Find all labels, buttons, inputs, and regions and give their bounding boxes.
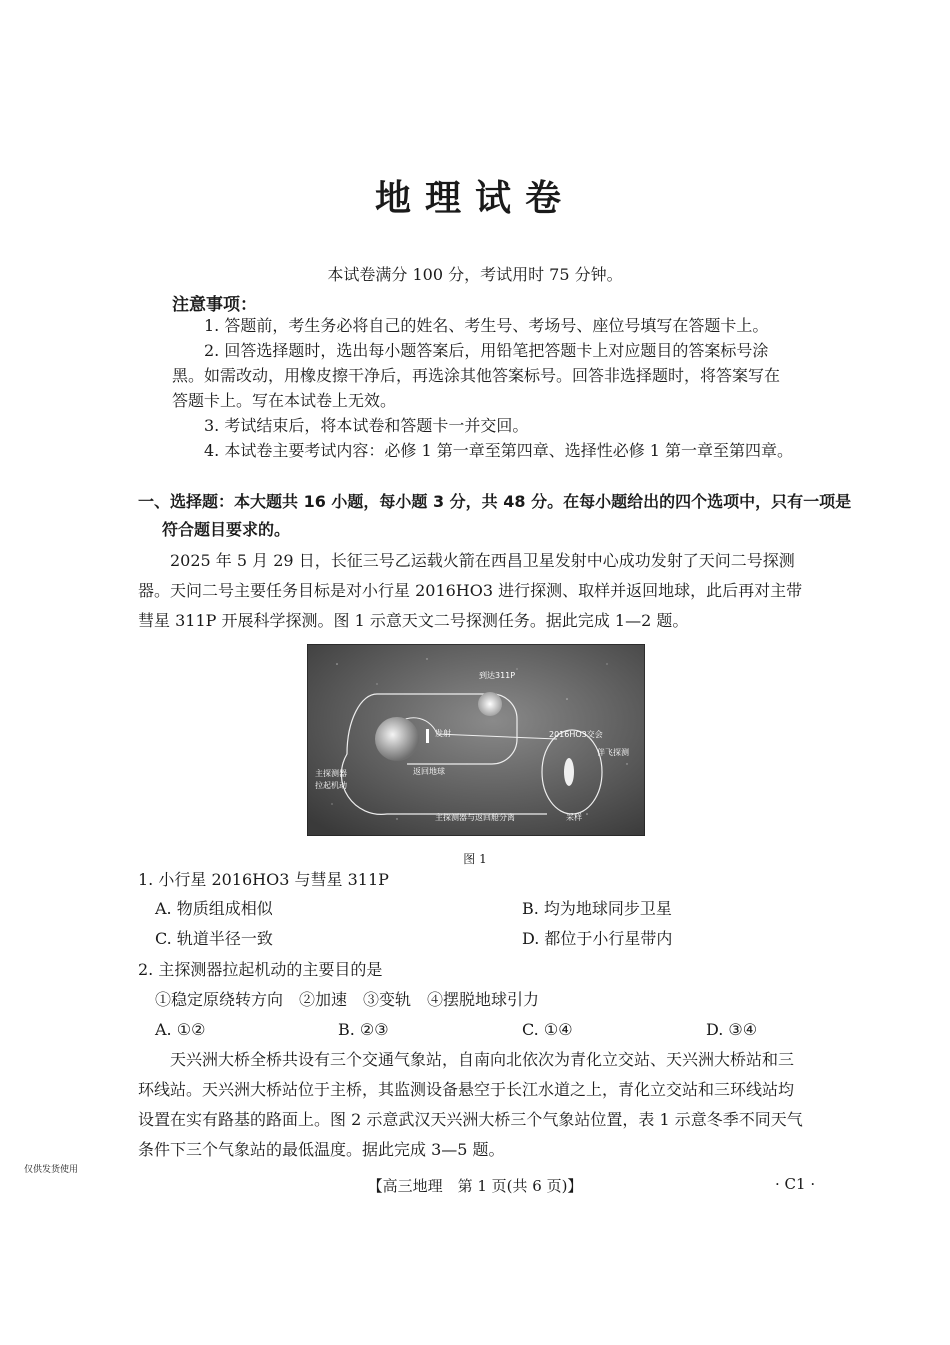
label-meet: 2016HO3交会 xyxy=(549,730,603,739)
q2-option-b: B. ②③ xyxy=(338,1020,389,1039)
label-maneuver-2: 拉起机动 xyxy=(315,781,347,790)
notice-item-3: 3. 考试结束后，将本试卷和答题卡一并交回。 xyxy=(204,416,529,435)
exam-intro: 本试卷满分 100 分，考试用时 75 分钟。 xyxy=(327,265,623,284)
notice-item-2: 2. 回答选择题时，选出每小题答案后，用铅笔把答题卡上对应题目的答案标号涂 xyxy=(204,341,769,360)
q2-option-d: D. ③④ xyxy=(706,1020,758,1039)
figure-caption: 图 1 xyxy=(463,852,487,866)
label-launch: 发射 xyxy=(435,729,451,738)
mission-diagram xyxy=(307,644,645,836)
label-accompany: 伴飞探测 xyxy=(597,748,629,757)
notice-item-2-cont: 黑。如需改动，用橡皮擦干净后，再选涂其他答案标号。回答非选择题时，将答案写在 xyxy=(172,366,781,385)
q1-option-b: B. 均为地球同步卫星 xyxy=(522,899,672,918)
passage2-line2: 环线站。天兴洲大桥站位于主桥，其监测设备悬空于长江水道之上，青化立交站和三环线站均 xyxy=(138,1080,795,1099)
earth-icon xyxy=(375,717,419,761)
footer-code: · C1 · xyxy=(775,1175,816,1193)
label-maneuver-1: 主探测器 xyxy=(315,769,347,778)
side-note: 仅供发货使用 xyxy=(24,1165,79,1175)
q1-option-c: C. 轨道半径一致 xyxy=(155,929,273,948)
section-heading-cont: 符合题目要求的。 xyxy=(162,520,291,539)
label-sample: 采样 xyxy=(566,813,582,822)
passage1-line2: 器。天问二号主要任务目标是对小行星 2016HO3 进行探测、取样并返回地球，此后再对主带 xyxy=(138,581,803,600)
passage2-line4: 条件下三个气象站的最低温度。据此完成 3—5 题。 xyxy=(138,1140,505,1159)
section-heading: 一、选择题：本大题共 16 小题，每小题 3 分，共 48 分。在每小题给出的四个选项中，只有一项是 xyxy=(138,492,852,511)
q1-option-a: A. 物质组成相似 xyxy=(155,899,273,918)
q1-stem: 1. 小行星 2016HO3 与彗星 311P xyxy=(138,870,389,889)
mission-figure xyxy=(307,644,645,836)
passage1-line3: 彗星 311P 开展科学探测。图 1 示意天文二号探测任务。据此完成 1—2 题。 xyxy=(138,611,689,630)
q2-option-c: C. ①④ xyxy=(522,1020,573,1039)
notice-item-4: 4. 本试卷主要考试内容：必修 1 第一章至第四章、选择性必修 1 第一章至第四章。 xyxy=(204,441,794,460)
rocket-icon xyxy=(426,729,429,743)
passage1-line1: 2025 年 5 月 29 日，长征三号乙运载火箭在西昌卫星发射中心成功发射了天问二号探测 xyxy=(170,551,795,570)
notice-item-2-cont2: 答题卡上。写在本试卷上无效。 xyxy=(172,391,397,410)
page-footer: 【高三地理 第 1 页(共 6 页)】 xyxy=(367,1177,583,1195)
q2-statements: ①稳定原绕转方向 ②加速 ③变轨 ④摆脱地球引力 xyxy=(155,990,540,1009)
passage2-line3: 设置在实有路基的路面上。图 2 示意武汉天兴洲大桥三个气象站位置，表 1 示意冬季不同天气 xyxy=(138,1110,803,1129)
page-title: 地理试卷 xyxy=(374,178,575,219)
comet-311p-icon xyxy=(478,692,502,716)
q2-stem: 2. 主探测器拉起机动的主要目的是 xyxy=(138,960,383,979)
label-arrive: 到达311P xyxy=(479,671,516,680)
q1-option-d: D. 都位于小行星带内 xyxy=(522,929,673,948)
label-return: 返回地球 xyxy=(413,767,445,776)
passage2-line1: 天兴洲大桥全桥共设有三个交通气象站，自南向北依次为青化立交站、天兴洲大桥站和三 xyxy=(170,1050,795,1069)
label-separate: 主探测器与返回舱分离 xyxy=(435,813,515,822)
q2-option-a: A. ①② xyxy=(155,1020,206,1039)
asteroid-2016ho3-icon xyxy=(564,758,574,786)
notice-item-1: 1. 答题前，考生务必将自己的姓名、考生号、考场号、座位号填写在答题卡上。 xyxy=(204,316,769,335)
notice-heading: 注意事项： xyxy=(172,295,257,315)
